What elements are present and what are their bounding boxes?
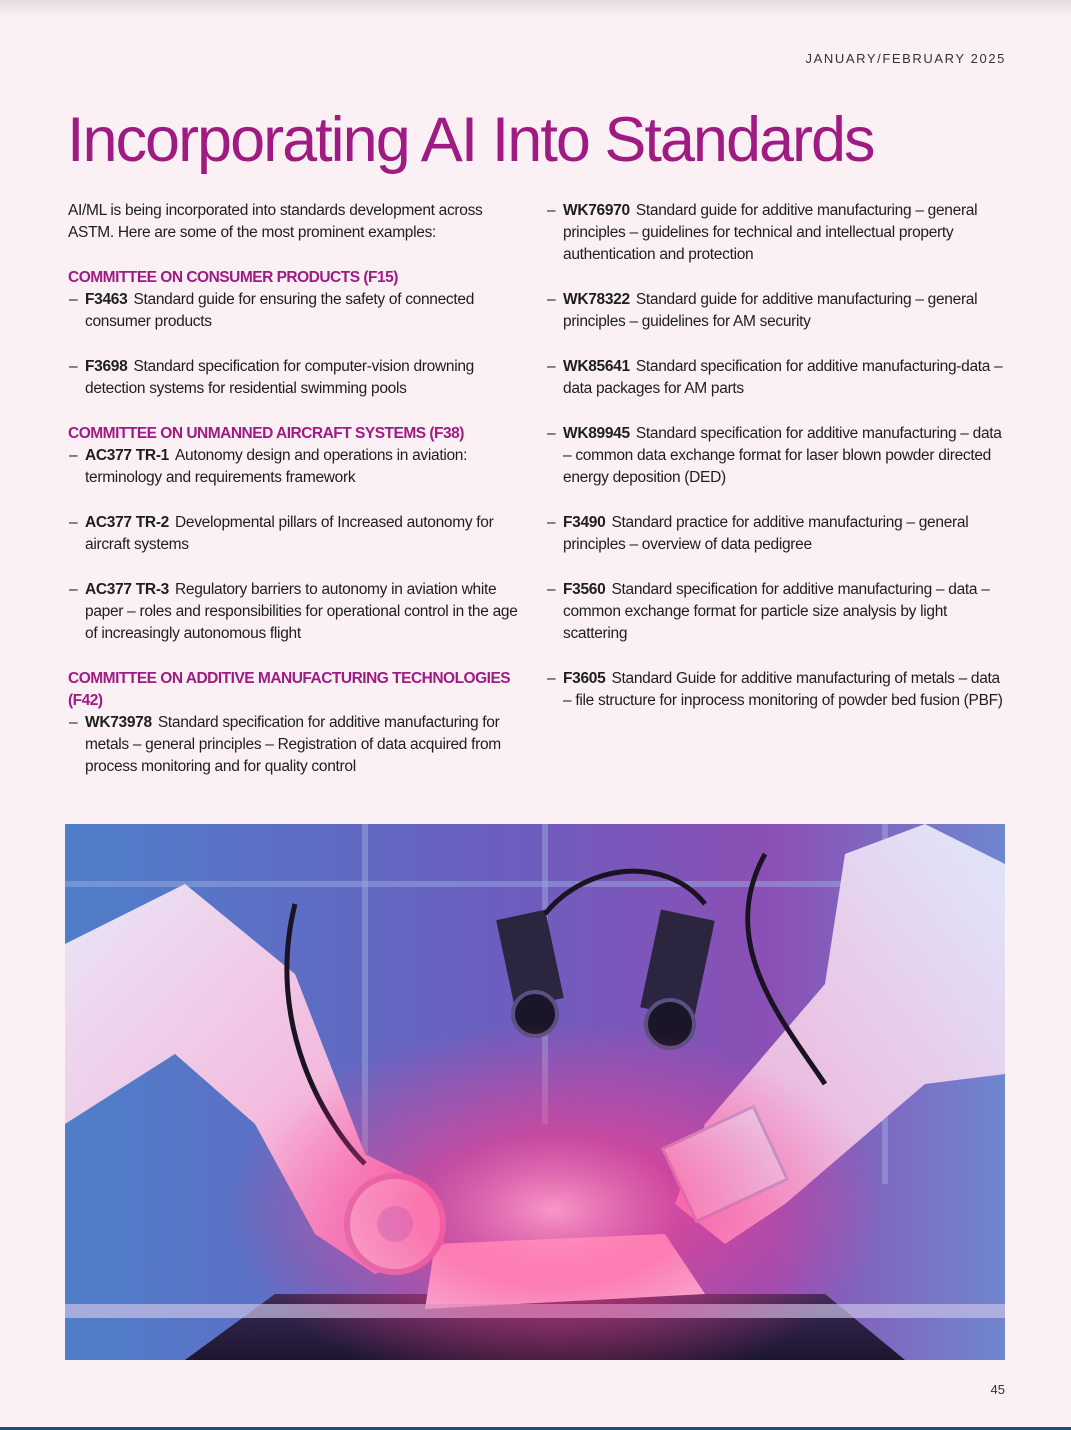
standard-description: Autonomy design and operations in aviation: terminology and requirements framework [85, 447, 468, 486]
section-consumer-products [68, 267, 528, 400]
standard-item [546, 289, 1008, 333]
standard-description: Standard Guide for additive manufacturing of metals – data – file structure for inprocess monitoring of powder bed fusion (PBF) [563, 670, 1003, 709]
standard-item [68, 712, 528, 778]
issue-date: JANUARY/FEBRUARY 2025 [805, 51, 1006, 66]
standard-description: Standard guide for additive manufacturing – general principles – guidelines for technical and intellectual property authentication and protection [563, 202, 978, 263]
standard-description: Developmental pillars of Increased autonomy for aircraft systems [85, 514, 494, 553]
standard-description: Standard guide for ensuring the safety of connected consumer products [85, 291, 475, 330]
standard-code: F3560 [563, 581, 606, 598]
top-shade [0, 0, 1071, 18]
standard-item [546, 579, 1008, 645]
standard-description: Regulatory barriers to autonomy in aviation white paper – roles and responsibilities for operational control in the age of increasingly autonomous flight [85, 581, 518, 642]
section-additive-manufacturing [68, 668, 528, 778]
standard-code: F3490 [563, 514, 606, 531]
standard-description: Standard practice for additive manufacturing – general principles – overview of data pedigree [563, 514, 969, 553]
standard-item [546, 668, 1008, 712]
robotic-manufacturing-photo [65, 824, 1005, 1360]
standards-list [546, 200, 1008, 712]
section-heading: COMMITTEE ON UNMANNED AIRCRAFT SYSTEMS (F38) [68, 425, 464, 442]
section-heading: COMMITTEE ON CONSUMER PRODUCTS (F15) [68, 269, 398, 286]
left-column [68, 200, 528, 778]
standard-code: WK85641 [563, 358, 630, 375]
page-number: 45 [990, 1382, 1005, 1397]
standard-description: Standard specification for additive manufacturing-data – data packages for AM parts [563, 358, 1003, 397]
standards-list [68, 445, 528, 645]
standard-description: Standard specification for computer-vision drowning detection systems for residential swimming pools [85, 358, 474, 397]
standard-code: AC377 TR-1 [85, 447, 169, 464]
intro-paragraph: AI/ML is being incorporated into standards development across ASTM. Here are some of the most prominent examples: [68, 202, 483, 241]
standard-item [68, 289, 528, 333]
standard-description: Standard specification for additive manufacturing – data – common data exchange format for laser blown powder directed energy deposition (DED) [563, 425, 1002, 486]
section-unmanned-aircraft [68, 423, 528, 645]
standard-item [68, 356, 528, 400]
standard-description: Standard specification for additive manufacturing for metals – general principles – Registration of data acquired from process monitoring and for quality control [85, 714, 501, 775]
standard-item [68, 579, 528, 645]
standard-code: WK78322 [563, 291, 630, 308]
standard-item [546, 356, 1008, 400]
standard-code: AC377 TR-3 [85, 581, 169, 598]
standard-description: Standard specification for additive manufacturing – data – common exchange format for particle size analysis by light scattering [563, 581, 990, 642]
standard-code: AC377 TR-2 [85, 514, 169, 531]
standard-code: F3698 [85, 358, 128, 375]
standard-item [68, 445, 528, 489]
standard-item [546, 200, 1008, 266]
standard-item [546, 512, 1008, 556]
standard-code: F3463 [85, 291, 128, 308]
standard-item [546, 423, 1008, 489]
standard-code: F3605 [563, 670, 606, 687]
standard-code: WK76970 [563, 202, 630, 219]
standard-item [68, 512, 528, 556]
standard-code: WK73978 [85, 714, 152, 731]
standard-description: Standard guide for additive manufacturing – general principles – guidelines for AM security [563, 291, 978, 330]
right-column [546, 200, 1008, 735]
section-heading: COMMITTEE ON ADDITIVE MANUFACTURING TECHNOLOGIES (F42) [68, 670, 511, 709]
standard-code: WK89945 [563, 425, 630, 442]
standards-list [68, 289, 528, 400]
page-title: Incorporating AI Into Standards [67, 105, 874, 175]
pink-glow [65, 824, 1005, 1360]
standards-list [68, 712, 528, 778]
